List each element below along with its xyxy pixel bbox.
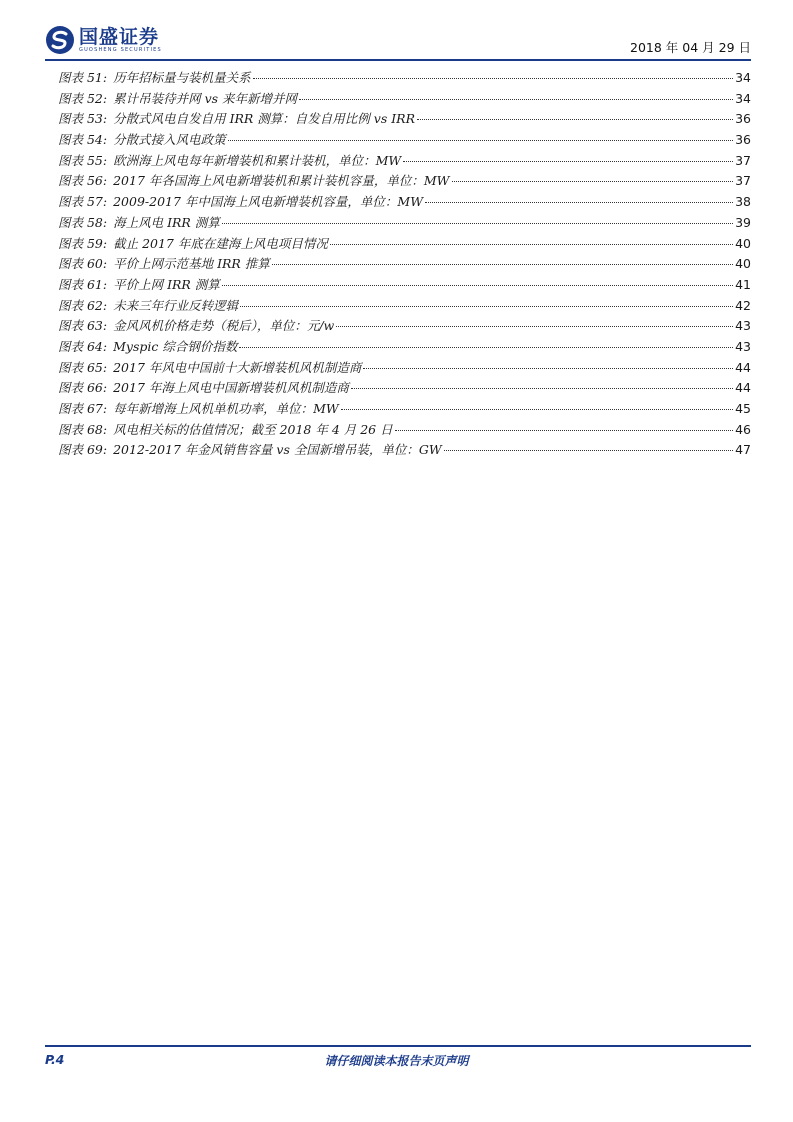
toc-entry-title: 分散式接入风电政策: [113, 132, 226, 148]
toc-entry-label: 图表 62:: [58, 297, 108, 313]
toc-entry-label: 图表 57:: [58, 194, 108, 210]
toc-entry[interactable]: [58, 337, 751, 358]
report-date: 2018 年 04 月 29 日: [630, 40, 751, 55]
toc-entry-label: 图表 60:: [58, 256, 108, 272]
toc-entry-label: 图表 56:: [58, 173, 108, 189]
toc-entry-page: 37: [735, 173, 751, 189]
toc-entry-page: 43: [735, 318, 751, 334]
toc-entry-label: 图表 54:: [58, 132, 108, 148]
toc-entry-title: 风电相关标的估值情况；截至 2018 年 4 月 26 日: [113, 421, 393, 437]
toc-dot-leader: [222, 285, 733, 286]
toc-entry-page: 36: [735, 111, 751, 127]
toc-entry-page: 41: [735, 276, 751, 292]
toc-entry[interactable]: [58, 213, 751, 234]
toc-entry-title: 历年招标量与装机量关系: [113, 70, 251, 85]
toc-dot-leader: [228, 140, 733, 141]
toc-entry[interactable]: [58, 399, 751, 420]
toc-entry-title: 未来三年行业反转逻辑: [113, 297, 239, 313]
toc-entry[interactable]: [58, 130, 751, 151]
toc-entry[interactable]: [58, 234, 751, 255]
toc-entry[interactable]: [58, 275, 751, 296]
toc-entry-page: 46: [735, 421, 751, 437]
toc-entry[interactable]: [58, 440, 751, 461]
toc-entry-page: 45: [735, 401, 751, 416]
toc-entry-page: 44: [735, 359, 751, 375]
toc-dot-leader: [222, 223, 733, 224]
toc-entry-title: 2017 年风电中国前十大新增装机风机制造商: [113, 359, 362, 375]
toc-dot-leader: [425, 202, 733, 203]
footer-divider: [45, 1045, 751, 1047]
toc-entry-label: 图表 63:: [58, 318, 108, 334]
figure-list: [58, 68, 751, 461]
brand-name-cn: 国盛证券: [79, 25, 160, 48]
toc-entry[interactable]: [58, 316, 751, 337]
brand-name-en: GUOSHENG SECURITIES: [79, 46, 162, 53]
toc-entry[interactable]: [58, 68, 751, 89]
toc-entry-title: 金风风机价格走势（税后），单位：元/w: [113, 318, 335, 334]
toc-entry-page: 34: [735, 90, 751, 106]
toc-entry-title: 每年新增海上风机单机功率，单位：MW: [113, 401, 339, 416]
toc-dot-leader: [239, 347, 733, 348]
toc-entry-label: 图表 64:: [58, 338, 108, 354]
page-header: [45, 22, 751, 60]
toc-entry[interactable]: [58, 254, 751, 275]
toc-dot-leader: [351, 388, 733, 389]
toc-entry[interactable]: [58, 171, 751, 192]
toc-dot-leader: [444, 450, 733, 451]
toc-entry-title: 平价上网 IRR 测算: [113, 276, 220, 292]
toc-entry-title: 累计吊装待并网 vs 来年新增并网: [113, 90, 298, 106]
toc-entry-page: 44: [735, 380, 751, 396]
toc-dot-leader: [272, 264, 733, 265]
toc-dot-leader: [363, 368, 733, 369]
header-divider: [45, 59, 751, 61]
toc-entry-page: 36: [735, 132, 751, 148]
toc-entry-label: 图表 67:: [58, 401, 108, 416]
toc-entry-title: 截止 2017 年底在建海上风电项目情况: [113, 235, 328, 251]
toc-entry-title: 海上风电 IRR 测算: [113, 214, 220, 230]
page-number: P.4: [45, 1052, 65, 1067]
toc-entry[interactable]: [58, 109, 751, 130]
toc-entry[interactable]: [58, 420, 751, 441]
toc-entry[interactable]: [58, 89, 751, 110]
toc-entry-title: 欧洲海上风电每年新增装机和累计装机，单位：MW: [113, 152, 402, 168]
toc-entry-title: 2012-2017 年金风销售容量 vs 全国新增吊装，单位：GW: [113, 442, 442, 458]
toc-entry-label: 图表 65:: [58, 359, 108, 375]
toc-entry-title: 2009-2017 年中国海上风电新增装机容量，单位：MW: [113, 194, 424, 210]
toc-dot-leader: [452, 181, 734, 182]
toc-entry-label: 图表 53:: [58, 111, 108, 127]
toc-entry[interactable]: [58, 358, 751, 379]
brand-logo: [45, 22, 162, 58]
toc-entry-title: Myspic 综合钢价指数: [113, 338, 238, 354]
toc-dot-leader: [417, 119, 733, 120]
toc-entry-label: 图表 55:: [58, 152, 108, 168]
toc-dot-leader: [240, 306, 733, 307]
toc-entry-label: 图表 66:: [58, 380, 108, 396]
toc-entry-label: 图表 51:: [58, 70, 108, 85]
toc-entry-label: 图表 52:: [58, 90, 108, 106]
toc-dot-leader: [253, 78, 733, 79]
toc-entry-title: 分散式风电自发自用 IRR 测算：自发自用比例 vs IRR: [113, 111, 415, 127]
toc-entry-page: 40: [735, 235, 751, 251]
toc-dot-leader: [395, 430, 733, 431]
toc-dot-leader: [299, 99, 733, 100]
toc-entry[interactable]: [58, 192, 751, 213]
toc-entry-page: 38: [735, 194, 751, 210]
toc-entry[interactable]: [58, 151, 751, 172]
toc-entry-page: 42: [735, 297, 751, 313]
toc-dot-leader: [341, 409, 733, 410]
toc-entry-page: 34: [735, 70, 751, 85]
toc-dot-leader: [403, 161, 733, 162]
toc-entry-page: 43: [735, 338, 751, 354]
toc-entry-page: 39: [735, 214, 751, 230]
toc-entry-label: 图表 58:: [58, 214, 108, 230]
toc-entry-label: 图表 69:: [58, 442, 108, 458]
toc-entry-page: 47: [735, 442, 751, 458]
toc-entry-page: 37: [735, 152, 751, 168]
toc-entry-title: 2017 年各国海上风电新增装机和累计装机容量，单位：MW: [113, 173, 450, 189]
toc-entry-title: 平价上网示范基地 IRR 推算: [113, 256, 270, 272]
toc-entry-label: 图表 68:: [58, 421, 108, 437]
toc-dot-leader: [336, 326, 733, 327]
toc-entry-page: 40: [735, 256, 751, 272]
toc-entry[interactable]: [58, 296, 751, 317]
footer-disclaimer: 请仔细阅读本报告末页声明: [324, 1054, 469, 1068]
toc-entry-label: 图表 61:: [58, 276, 108, 292]
toc-entry[interactable]: [58, 378, 751, 399]
toc-entry-label: 图表 59:: [58, 235, 108, 251]
toc-dot-leader: [330, 244, 733, 245]
logo-icon: [45, 25, 75, 55]
toc-entry-title: 2017 年海上风电中国新增装机风机制造商: [113, 380, 349, 396]
